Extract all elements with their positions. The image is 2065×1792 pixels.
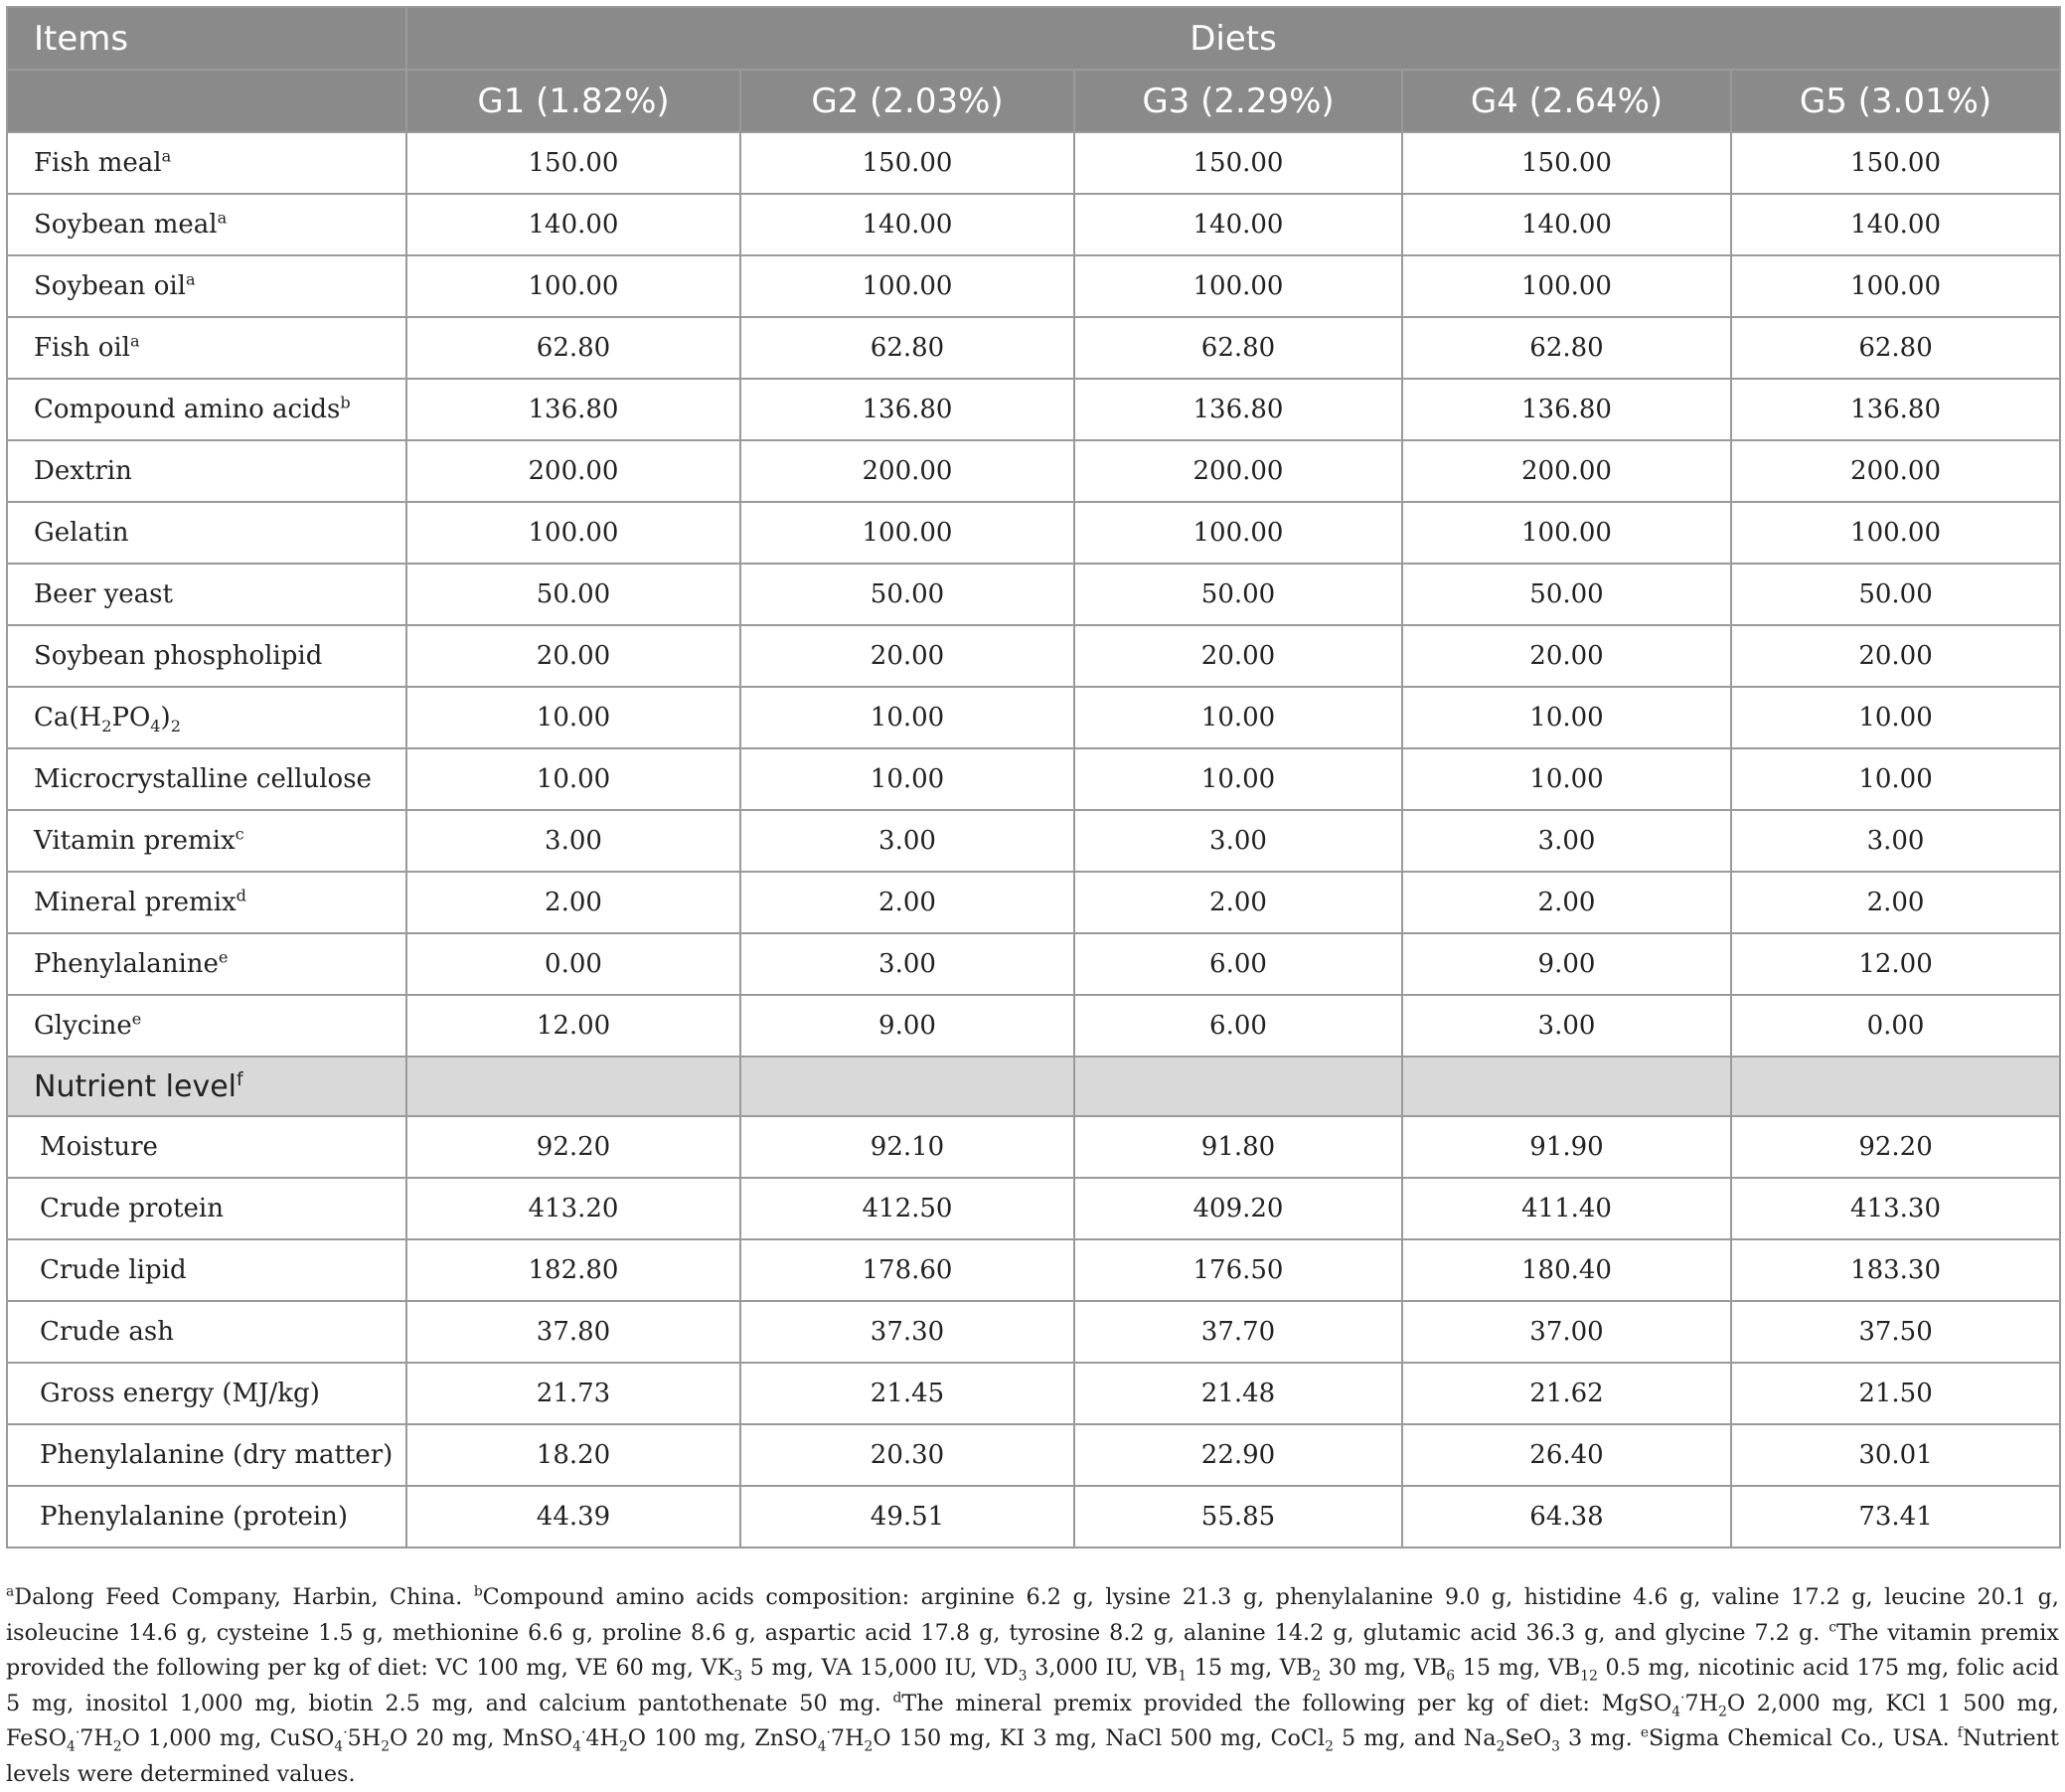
table-cell: 20.00 [406,625,740,687]
table-row [7,440,2060,502]
table-wrapper [6,6,2059,1548]
row-label: Mineral premix$^d$ [7,872,406,933]
table-row [7,1424,2060,1486]
table-row [7,317,2060,379]
table-cell [1731,1057,2060,1116]
table-cell: 3.00 [406,810,740,872]
table-cell: 140.00 [1731,194,2060,255]
table-cell: 62.80 [740,317,1074,379]
table-cell: 37.70 [1074,1301,1402,1363]
table-cell: 20.00 [1074,625,1402,687]
table-cell: 22.90 [1074,1424,1402,1486]
table-row [7,748,2060,810]
table-cell: 50.00 [740,564,1074,625]
row-label: Vitamin premix$^c$ [7,810,406,872]
nutrient-section-row [7,1057,2060,1116]
table-cell: 100.00 [740,502,1074,564]
table-cell: 200.00 [1731,440,2060,502]
table-cell: 140.00 [406,194,740,255]
group-header-g3: G3 (2.29%) [1074,70,1402,132]
table-cell: 2.00 [1402,872,1731,933]
table-cell: 91.90 [1402,1116,1731,1178]
table-cell: 150.00 [1402,132,1731,194]
table-cell: 100.00 [406,255,740,317]
table-cell: 200.00 [1402,440,1731,502]
table-row [7,1486,2060,1548]
group-header-g2: G2 (2.03%) [740,70,1074,132]
table-cell: 2.00 [406,872,740,933]
table-cell: 21.48 [1074,1363,1402,1424]
table-cell: 140.00 [1402,194,1731,255]
table-cell: 50.00 [1402,564,1731,625]
table-cell: 3.00 [1074,810,1402,872]
diets-header: Diets [406,7,2060,70]
table-cell: 200.00 [406,440,740,502]
table-row [7,1178,2060,1239]
table-cell: 6.00 [1074,933,1402,995]
table-cell: 10.00 [740,748,1074,810]
row-label: Crude lipid [7,1239,406,1301]
row-label: Fish meal$^a$ [7,132,406,194]
row-label-calcium-phosphate: $Ca(H_2PO_4)_2$ [7,687,406,748]
table-cell: 413.20 [406,1178,740,1239]
table-cell: 140.00 [1074,194,1402,255]
table-cell: 20.00 [740,625,1074,687]
diet-composition-table [6,6,2061,1548]
table-row [7,379,2060,440]
table-cell: 62.80 [1074,317,1402,379]
table-cell [1402,1057,1731,1116]
table-cell: 92.20 [406,1116,740,1178]
table-cell: 10.00 [1402,748,1731,810]
table-cell: 9.00 [1402,933,1731,995]
table-cell: 136.80 [1731,379,2060,440]
empty-header-cell [7,70,406,132]
table-cell: 50.00 [1731,564,2060,625]
items-header: Items [7,7,406,70]
table-cell: 21.62 [1402,1363,1731,1424]
table-cell: 136.80 [740,379,1074,440]
table-cell: 55.85 [1074,1486,1402,1548]
table-cell: 200.00 [740,440,1074,502]
table-cell: 10.00 [406,687,740,748]
table-cell: 6.00 [1074,995,1402,1057]
table-cell: 92.20 [1731,1116,2060,1178]
table-cell: 3.00 [740,810,1074,872]
table-body [7,132,2060,1548]
table-cell: 412.50 [740,1178,1074,1239]
table-cell: 37.50 [1731,1301,2060,1363]
table-cell: 411.40 [1402,1178,1731,1239]
table-cell: 37.00 [1402,1301,1731,1363]
row-label: Soybean oil$^a$ [7,255,406,317]
table-cell: 3.00 [1731,810,2060,872]
row-label: Soybean phospholipid [7,625,406,687]
table-cell: 0.00 [406,933,740,995]
table-cell: 44.39 [406,1486,740,1548]
table-cell: 91.80 [1074,1116,1402,1178]
table-cell: 3.00 [1402,810,1731,872]
table-cell: 100.00 [1074,255,1402,317]
table-cell: 62.80 [1402,317,1731,379]
row-label: Gelatin [7,502,406,564]
table-row [7,933,2060,995]
table-row [7,1116,2060,1178]
table-row [7,194,2060,255]
table-cell: 2.00 [1731,872,2060,933]
table-cell: 180.40 [1402,1239,1731,1301]
row-label: Glycine$^e$ [7,995,406,1057]
table-cell [406,1057,740,1116]
table-cell: 100.00 [1402,502,1731,564]
table-cell: 50.00 [1074,564,1402,625]
table-cell: 64.38 [1402,1486,1731,1548]
table-cell: 21.50 [1731,1363,2060,1424]
row-label: Beer yeast [7,564,406,625]
table-cell: 26.40 [1402,1424,1731,1486]
table-cell: 140.00 [740,194,1074,255]
table-cell: 150.00 [406,132,740,194]
table-cell: 10.00 [1402,687,1731,748]
table-cell: 413.30 [1731,1178,2060,1239]
nutrient-section-label: Nutrient level$^f$ [7,1057,406,1116]
table-cell: 21.73 [406,1363,740,1424]
table-cell: 136.80 [1402,379,1731,440]
table-cell: 178.60 [740,1239,1074,1301]
table-row [7,1301,2060,1363]
footnote-paragraph: $^a$Dalong Feed Company, Harbin, China. $^b$Compound amino acids composition: arginine 6.2 g, lysine 21.3 g, phenylalanine 9.0 g, histidine 4.6 g, valine 17.2 g, leucine 20.1 g, isoleucine 14.6 g, cysteine 1.5 g, methionine 6.6 g, proline 8.6 g, aspartic acid 17.8 g, tyrosine 8.2 g, alanine 14.2 g, glutamic acid 36.3 g, and glycine 7.2 g. $^c$The vitamin premix provided the following per kg of diet: VC 100 mg, VE 60 mg, $VK_3$ 5 mg, VA 15,000 IU, $VD_3$ 3,000 IU, $VB_1$ 15 mg, $VB_2$ 30 mg, $VB_6$ 15 mg, $VB_{12}$ 0.5 mg, nicotinic acid 175 mg, folic acid 5 mg, inositol 1,000 mg, biotin 2.5 mg, and calcium pantothenate 50 mg. $^d$The mineral premix provided the following per kg of diet: $MgSO_4^\cdot 7H_2O$ 2,000 mg, KCl 1 500 mg, $FeSO_4^\cdot 7H_2O$ 1,000 mg, $CuSO_4^\cdot 5H_2O$ 20 mg, $MnSO_4^\cdot 4H_2O$ 100 mg, $ZnSO_4^\cdot 7H_2O$ 150 mg, KI 3 mg, NaCl 500 mg, CoCl$_2$ 5 mg, and $Na_2SeO_3$ 3 mg. $^e$Sigma Chemical Co., USA. $^f$Nutrient levels were determined values. [6,1583,2060,1787]
table-cell: 20.00 [1731,625,2060,687]
table-cell: 9.00 [740,995,1074,1057]
table-cell: 73.41 [1731,1486,2060,1548]
table-cell: 10.00 [406,748,740,810]
table-cell: 62.80 [406,317,740,379]
table-footnote [6,1580,2059,1792]
row-label: Phenylalanine (dry matter) [7,1424,406,1486]
row-label: Dextrin [7,440,406,502]
table-row [7,1363,2060,1424]
table-cell: 37.80 [406,1301,740,1363]
row-label: Fish oil$^a$ [7,317,406,379]
table-cell: 2.00 [740,872,1074,933]
table-cell: 12.00 [406,995,740,1057]
table-cell [740,1057,1074,1116]
table-row [7,687,2060,748]
table-cell: 100.00 [1731,502,2060,564]
table-cell: 62.80 [1731,317,2060,379]
table-cell: 182.80 [406,1239,740,1301]
table-cell: 10.00 [1074,748,1402,810]
table-row [7,564,2060,625]
table-cell: 3.00 [740,933,1074,995]
row-label: Microcrystalline cellulose [7,748,406,810]
table-cell: 30.01 [1731,1424,2060,1486]
row-label: Phenylalanine (protein) [7,1486,406,1548]
table-cell: 20.30 [740,1424,1074,1486]
row-label: Crude ash [7,1301,406,1363]
table-cell [1074,1057,1402,1116]
table-cell: 100.00 [740,255,1074,317]
table-cell: 409.20 [1074,1178,1402,1239]
table-cell: 2.00 [1074,872,1402,933]
group-header-g5: G5 (3.01%) [1731,70,2060,132]
table-cell: 150.00 [740,132,1074,194]
table-cell: 12.00 [1731,933,2060,995]
table-row [7,502,2060,564]
table-row [7,810,2060,872]
table-cell: 49.51 [740,1486,1074,1548]
table-cell: 176.50 [1074,1239,1402,1301]
table-cell: 18.20 [406,1424,740,1486]
row-label: Phenylalanine$^e$ [7,933,406,995]
header-row-2 [7,70,2060,132]
table-row [7,625,2060,687]
table-cell: 92.10 [740,1116,1074,1178]
table-cell: 37.30 [740,1301,1074,1363]
table-row [7,872,2060,933]
row-label: Crude protein [7,1178,406,1239]
table-cell: 100.00 [1074,502,1402,564]
table-cell: 136.80 [406,379,740,440]
group-header-g1: G1 (1.82%) [406,70,740,132]
table-cell: 150.00 [1731,132,2060,194]
row-label: Gross energy (MJ/kg) [7,1363,406,1424]
row-label: Soybean meal$^a$ [7,194,406,255]
table-cell: 150.00 [1074,132,1402,194]
table-cell: 20.00 [1402,625,1731,687]
table-cell: 0.00 [1731,995,2060,1057]
table-cell: 100.00 [1402,255,1731,317]
table-cell: 10.00 [1074,687,1402,748]
header-row-1 [7,7,2060,70]
table-cell: 10.00 [740,687,1074,748]
table-cell: 183.30 [1731,1239,2060,1301]
table-row [7,255,2060,317]
table-cell: 136.80 [1074,379,1402,440]
group-header-g4: G4 (2.64%) [1402,70,1731,132]
table-cell: 100.00 [1731,255,2060,317]
table-cell: 21.45 [740,1363,1074,1424]
row-label: Compound amino acids$^b$ [7,379,406,440]
row-label: Moisture [7,1116,406,1178]
table-row [7,132,2060,194]
table-cell: 50.00 [406,564,740,625]
table-cell: 3.00 [1402,995,1731,1057]
table-cell: 10.00 [1731,687,2060,748]
table-row [7,1239,2060,1301]
table-cell: 10.00 [1731,748,2060,810]
table-cell: 100.00 [406,502,740,564]
table-cell: 200.00 [1074,440,1402,502]
table-row [7,995,2060,1057]
